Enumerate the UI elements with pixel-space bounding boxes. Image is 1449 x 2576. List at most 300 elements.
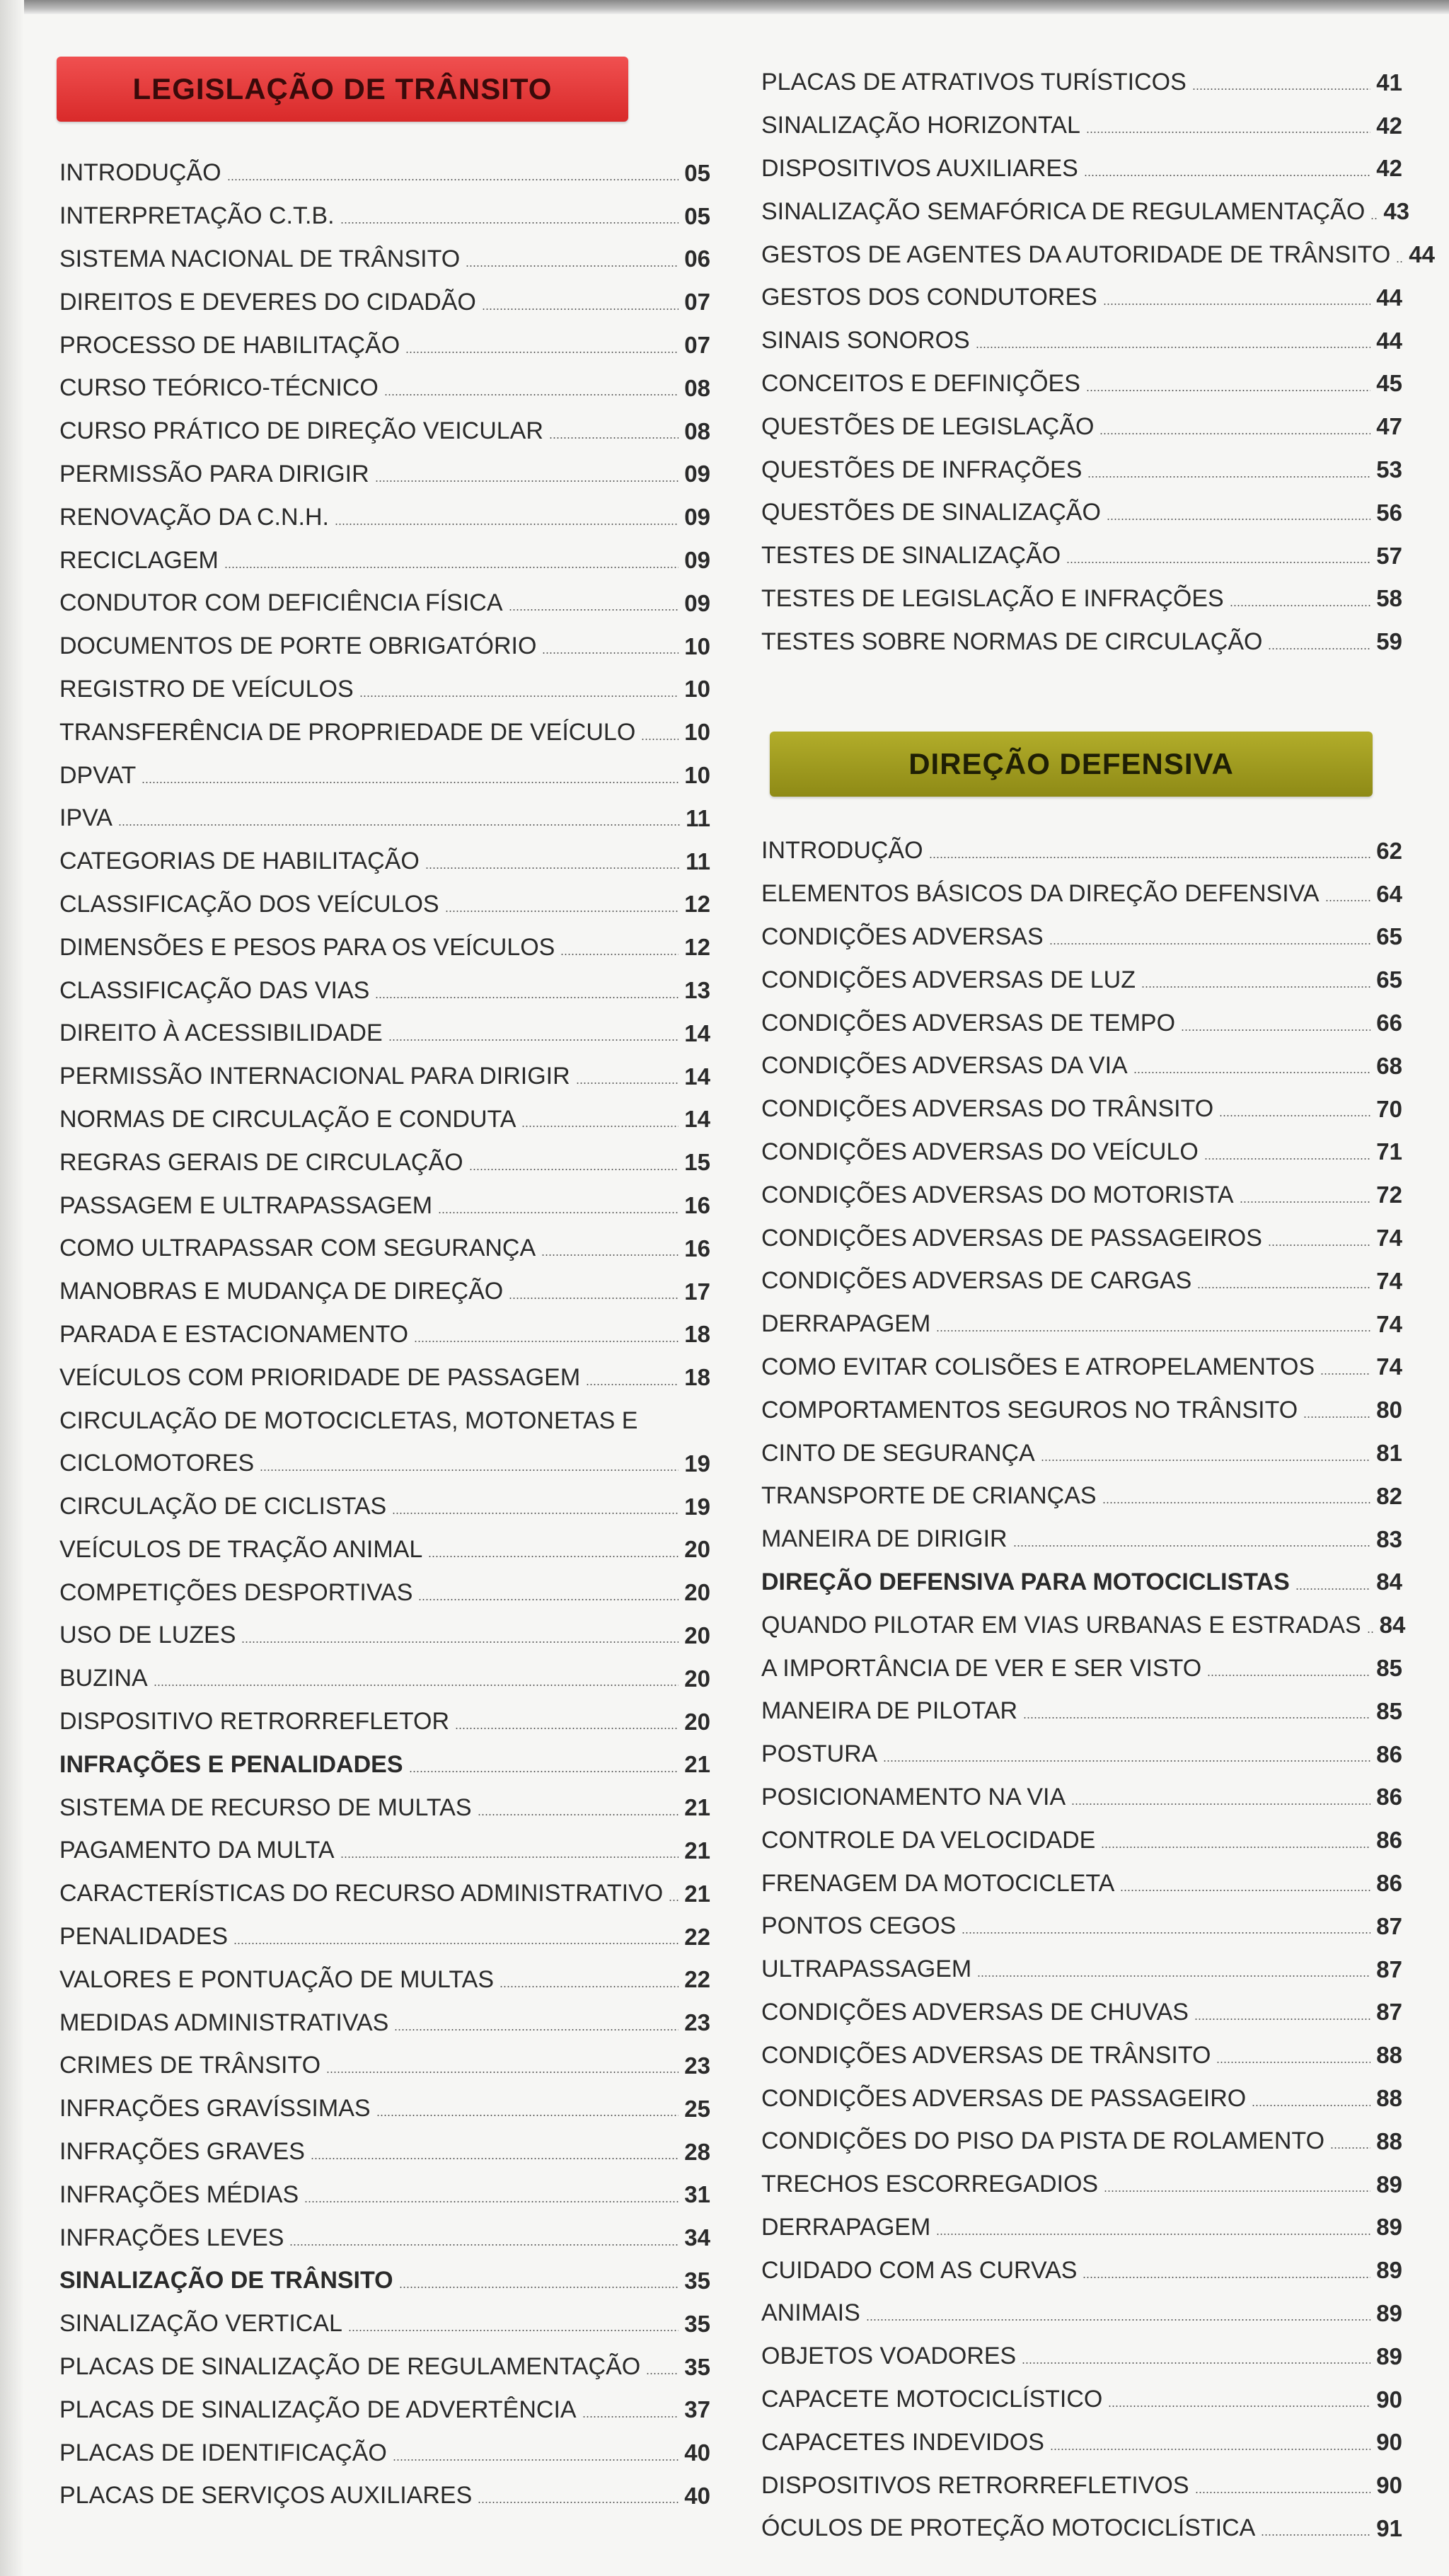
toc-entry-title: MEDIDAS ADMINISTRATIVAS (59, 2009, 389, 2036)
toc-entry (59, 2173, 710, 2216)
toc-entry-title: CIRCULAÇÃO DE MOTOCICLETAS, MOTONETAS E (59, 1407, 638, 1434)
dot-leader (976, 347, 1371, 348)
toc-entry-title: TESTES DE LEGISLAÇÃO E INFRAÇÕES (761, 584, 1224, 612)
toc-entry-page: 70 (1376, 1095, 1402, 1122)
toc-entry-title: TRECHOS ESCORREGADIOS (761, 2171, 1099, 2198)
toc-entry-title: DIMENSÕES E PESOS PARA OS VEÍCULOS (59, 933, 555, 961)
toc-entry-page: 05 (684, 159, 710, 186)
toc-entry-title: INTRODUÇÃO (761, 837, 923, 865)
toc-entry-title: PONTOS CEGOS (761, 1912, 957, 1940)
toc-entry (59, 151, 710, 195)
toc-entry-title: FRENAGEM DA MOTOCICLETA (761, 1869, 1115, 1897)
toc-entry-page: 11 (686, 848, 710, 874)
toc-direcao-defensiva (761, 829, 1406, 2550)
dot-leader (1261, 2534, 1370, 2536)
dot-leader (560, 954, 679, 955)
toc-entry-page: 10 (684, 719, 710, 746)
toc-entry (761, 1173, 1402, 1216)
dot-leader (1120, 1890, 1370, 1891)
toc-entry-title: DISPOSITIVO RETRORREFLETOR (59, 1708, 450, 1735)
toc-entry-page: 23 (684, 2052, 710, 2079)
toc-entry-page: 89 (1376, 2257, 1402, 2284)
dot-leader (929, 857, 1371, 858)
dot-leader (393, 2459, 679, 2461)
toc-entry (761, 2120, 1402, 2163)
toc-entry-page: 09 (684, 547, 710, 574)
toc-entry-title: SINALIZAÇÃO DE TRÂNSITO (59, 2267, 393, 2294)
toc-entry-title: INTERPRETAÇÃO C.T.B. (59, 202, 335, 230)
toc-entry-title: INFRAÇÕES MÉDIAS (59, 2181, 299, 2208)
toc-entry (761, 1431, 1402, 1474)
toc-entry-title: CRIMES DE TRÂNSITO (59, 2052, 321, 2079)
toc-entry-page: 91 (1376, 2514, 1402, 2541)
toc-entry-page: 87 (1376, 1999, 1402, 2026)
dot-leader (392, 1513, 679, 1514)
dot-leader (414, 1341, 679, 1342)
toc-entry (761, 405, 1402, 448)
dot-leader (1320, 1373, 1370, 1375)
toc-entry-page: 07 (684, 289, 710, 316)
toc-entry-page: 20 (684, 1579, 710, 1606)
toc-entry (59, 1958, 710, 2001)
toc-entry-page: 05 (684, 202, 710, 229)
toc-entry-page: 10 (684, 676, 710, 703)
toc-entry-title: CIRCULAÇÃO DE CICLISTAS (59, 1493, 387, 1520)
toc-entry (59, 797, 710, 840)
dot-leader (1101, 1847, 1370, 1848)
toc-entry-title: TRANSFERÊNCIA DE PROPRIEDADE DE VEÍCULO (59, 718, 636, 746)
dot-leader (1295, 1588, 1371, 1590)
dot-leader (586, 1384, 679, 1385)
dot-leader (1103, 304, 1370, 305)
toc-entry-title: PLACAS DE IDENTIFICAÇÃO (59, 2439, 387, 2466)
toc-entry (59, 1012, 710, 1055)
toc-entry-title: MANEIRA DE DIRIGIR (761, 1525, 1008, 1553)
toc-entry-title: BUZINA (59, 1665, 148, 1692)
toc-entry (59, 1485, 710, 1528)
toc-entry-title: VEÍCULOS DE TRAÇÃO ANIMAL (59, 1535, 423, 1563)
toc-entry (761, 1690, 1402, 1733)
toc-entry-title: CONDIÇÕES ADVERSAS DA VIA (761, 1052, 1128, 1080)
toc-entry-title: VALORES E PONTUAÇÃO DE MULTAS (59, 1965, 495, 1993)
toc-entry (59, 1227, 710, 1270)
toc-entry-title: INFRAÇÕES LEVES (59, 2224, 284, 2251)
toc-entry-title: DIREITOS E DEVERES DO CIDADÃO (59, 288, 476, 316)
toc-entry (761, 2378, 1402, 2421)
toc-entry (761, 2464, 1402, 2507)
toc-entry (761, 1518, 1402, 1561)
toc-entry-page: 09 (684, 504, 710, 531)
toc-entry (59, 2087, 710, 2130)
dot-leader (1396, 261, 1403, 262)
toc-entry-page: 88 (1376, 2085, 1402, 2111)
dot-leader (1066, 562, 1370, 563)
toc-entry-page: 89 (1376, 2299, 1402, 2326)
toc-entry (761, 362, 1402, 405)
dot-leader (576, 1082, 679, 1084)
toc-entry-page: 10 (684, 762, 710, 789)
toc-entry-page: 68 (1376, 1052, 1402, 1079)
toc-entry-title: CAPACETE MOTOCICLÍSTICO (761, 2386, 1103, 2413)
toc-entry (59, 410, 710, 453)
toc-entry-page: 21 (684, 1794, 710, 1821)
dot-leader (375, 480, 679, 482)
toc-entry-title: CURSO TEÓRICO-TÉCNICO (59, 374, 379, 402)
dot-leader (478, 2502, 679, 2503)
toc-entry-title: TESTES DE SINALIZAÇÃO (761, 542, 1061, 570)
toc-entry (761, 276, 1402, 319)
dot-leader (326, 2072, 679, 2073)
toc-entry-title: TESTES SOBRE NORMAS DE CIRCULAÇÃO (761, 628, 1263, 655)
dot-leader (384, 394, 679, 395)
toc-entry (761, 2248, 1402, 2292)
toc-entry-title: PENALIDADES (59, 1923, 229, 1951)
toc-entry (761, 190, 1410, 233)
toc-entry-page: 08 (684, 374, 710, 401)
toc-entry-page: 85 (1376, 1697, 1402, 1724)
toc-entry-page: 82 (1376, 1482, 1402, 1509)
toc-entry-page: 86 (1376, 1827, 1402, 1854)
toc-entry (59, 1270, 710, 1313)
toc-entry-title: INFRAÇÕES E PENALIDADES (59, 1750, 403, 1778)
toc-entry-title: PLACAS DE SERVIÇOS AUXILIARES (59, 2482, 473, 2509)
toc-entry-page: 10 (684, 633, 710, 659)
toc-entry-page: 88 (1376, 2042, 1402, 2069)
dot-leader (1086, 132, 1370, 133)
toc-entry-title: DIREÇÃO DEFENSIVA PARA MOTOCICLISTAS (761, 1568, 1290, 1595)
toc-entry (761, 916, 1402, 959)
toc-entry (761, 61, 1402, 104)
toc-entry-page: 22 (684, 1923, 710, 1950)
toc-entry (761, 1346, 1402, 1389)
toc-entry-title: CUIDADO COM AS CURVAS (761, 2256, 1078, 2284)
toc-entry (761, 1474, 1402, 1518)
toc-entry-page: 84 (1379, 1612, 1406, 1639)
dot-leader (1192, 88, 1370, 90)
toc-entry-page: 74 (1376, 1353, 1402, 1380)
toc-entry-page: 89 (1376, 2171, 1402, 2197)
toc-entry-page: 43 (1383, 198, 1410, 225)
toc-entry-page: 80 (1376, 1397, 1402, 1423)
toc-entry-page: 34 (684, 2224, 710, 2251)
dot-leader (866, 2319, 1370, 2321)
toc-entry-page: 47 (1376, 413, 1402, 440)
section-header-legislacao: LEGISLAÇÃO DE TRÂNSITO (57, 57, 628, 122)
toc-entry (761, 319, 1402, 362)
toc-entry-page: 42 (1376, 155, 1402, 182)
dot-leader (1268, 648, 1370, 649)
toc-legislacao (59, 151, 710, 2517)
toc-entry (761, 1303, 1402, 1346)
toc-entry (761, 1733, 1402, 1776)
toc-entry-title: QUESTÕES DE LEGISLAÇÃO (761, 412, 1095, 440)
toc-entry-page: 58 (1376, 585, 1402, 612)
toc-entry-page: 86 (1376, 1870, 1402, 1897)
toc-entry-title: INFRAÇÕES GRAVES (59, 2138, 305, 2166)
toc-entry-page: 44 (1376, 284, 1402, 311)
dot-leader (1086, 390, 1370, 391)
toc-entry (59, 2302, 710, 2345)
toc-entry (59, 969, 710, 1012)
toc-entry-title: CONDIÇÕES ADVERSAS DE TRÂNSITO (761, 2041, 1211, 2069)
dot-leader (399, 2287, 679, 2288)
dot-leader (227, 179, 679, 180)
dot-leader (311, 2158, 679, 2159)
toc-entry-page: 88 (1376, 2127, 1402, 2154)
toc-entry-title: CICLOMOTORES (59, 1450, 255, 1477)
toc-entry (761, 491, 1402, 534)
dot-leader (1240, 1201, 1371, 1203)
toc-entry (761, 1087, 1402, 1131)
toc-entry-page: 74 (1376, 1267, 1402, 1294)
toc-entry-title: SINALIZAÇÃO SEMAFÓRICA DE REGULAMENTAÇÃO (761, 197, 1366, 225)
toc-entry (59, 668, 710, 711)
toc-entry-page: 35 (684, 2353, 710, 2380)
dot-leader (1252, 2105, 1370, 2106)
toc-entry-page: 66 (1376, 1010, 1402, 1036)
toc-entry-page: 12 (684, 934, 710, 961)
toc-entry (761, 2206, 1402, 2249)
dot-leader (428, 1556, 679, 1557)
toc-entry (761, 1259, 1402, 1303)
toc-entry-title: OBJETOS VOADORES (761, 2343, 1017, 2370)
dot-leader (1303, 1416, 1370, 1418)
toc-entry (761, 1001, 1402, 1044)
toc-entry-page: 86 (1376, 1784, 1402, 1810)
toc-entry-page: 62 (1376, 837, 1402, 864)
dot-leader (883, 1760, 1370, 1762)
dot-leader (1102, 1502, 1371, 1503)
dot-leader (466, 265, 679, 267)
dot-leader (1108, 2405, 1370, 2407)
toc-entry-title: MANEIRA DE PILOTAR (761, 1697, 1018, 1725)
dot-leader (1084, 175, 1370, 176)
toc-entry-page: 14 (684, 1106, 710, 1133)
toc-entry-title: PLACAS DE SINALIZAÇÃO DE REGULAMENTAÇÃO (59, 2353, 641, 2381)
toc-entry (761, 620, 1402, 663)
toc-entry-title: DIREITO À ACESSIBILIDADE (59, 1020, 383, 1047)
dot-leader (1050, 2449, 1370, 2450)
toc-entry (59, 582, 710, 625)
toc-entry (761, 2507, 1402, 2550)
toc-entry-title: PAGAMENTO DA MULTA (59, 1837, 335, 1864)
toc-entry-page: 87 (1376, 1956, 1402, 1982)
toc-entry-title: ANIMAIS (761, 2299, 860, 2327)
toc-entry-title: CONCEITOS E DEFINIÇÕES (761, 369, 1080, 397)
toc-entry (761, 2077, 1402, 2120)
dot-leader (241, 1641, 679, 1643)
toc-entry-title: CLASSIFICAÇÃO DAS VIAS (59, 976, 370, 1004)
toc-entry-page: 40 (684, 2482, 710, 2509)
toc-entry (761, 1131, 1402, 1174)
toc-entry (761, 1216, 1402, 1259)
dot-leader (233, 1943, 679, 1944)
toc-entry (59, 1829, 710, 1872)
toc-entry-title: DERRAPAGEM (761, 1310, 931, 1338)
toc-entry-title: A IMPORTÂNCIA DE VER E SER VISTO (761, 1654, 1202, 1682)
toc-entry (59, 1872, 710, 1915)
toc-entry-page: 64 (1376, 880, 1402, 907)
toc-entry (59, 1571, 710, 1614)
toc-entry-title: CONDIÇÕES ADVERSAS (761, 923, 1044, 950)
toc-entry (761, 1603, 1406, 1646)
toc-entry-page: 16 (684, 1192, 710, 1219)
dot-leader (1194, 2018, 1370, 2020)
toc-entry-page: 40 (684, 2439, 710, 2466)
dot-leader (1197, 1287, 1370, 1288)
toc-entry-page: 57 (1376, 542, 1402, 569)
dot-leader (1207, 1675, 1370, 1676)
toc-entry-page: 20 (684, 1708, 710, 1735)
toc-entry-page: 20 (684, 1536, 710, 1563)
toc-entry-page: 90 (1376, 2429, 1402, 2456)
toc-entry (59, 1442, 710, 1485)
toc-entry-title: CONDIÇÕES DO PISO DA PISTA DE ROLAMENTO (761, 2127, 1325, 2155)
toc-entry (761, 577, 1402, 620)
toc-entry-page: 12 (684, 891, 710, 918)
toc-entry-page: 74 (1376, 1225, 1402, 1252)
toc-entry (59, 1184, 710, 1227)
toc-entry (59, 753, 710, 797)
dot-leader (1087, 476, 1370, 478)
dot-leader (425, 867, 680, 869)
toc-entry (761, 2335, 1402, 2378)
toc-entry-title: ELEMENTOS BÁSICOS DA DIREÇÃO DEFENSIVA (761, 880, 1320, 908)
dot-leader (1133, 1072, 1371, 1073)
toc-entry-page: 37 (684, 2396, 710, 2423)
toc-entry-title: REGRAS GERAIS DE CIRCULAÇÃO (59, 1148, 463, 1176)
dot-leader (669, 1900, 679, 1901)
toc-entry-title: NORMAS DE CIRCULAÇÃO E CONDUTA (59, 1105, 516, 1133)
dot-leader (1049, 943, 1371, 945)
toc-entry-page: 45 (1376, 370, 1402, 397)
dot-leader (500, 1986, 679, 1987)
dot-leader (340, 1856, 679, 1858)
toc-entry-page: 87 (1376, 1912, 1402, 1939)
toc-entry-page: 25 (684, 2095, 710, 2122)
dot-leader (1204, 1158, 1370, 1160)
dot-leader (541, 1254, 679, 1256)
toc-entry-title: CONDIÇÕES ADVERSAS DE PASSAGEIROS (761, 1224, 1262, 1252)
toc-entry-title: CONTROLE DA VELOCIDADE (761, 1826, 1096, 1854)
toc-entry (59, 1743, 710, 1786)
toc-entry-title: COMO ULTRAPASSAR COM SEGURANÇA (59, 1235, 536, 1262)
toc-entry (59, 1356, 710, 1399)
page-left-shadow (0, 0, 24, 2576)
toc-entry (59, 2431, 710, 2474)
dot-leader (445, 911, 679, 912)
toc-entry (59, 538, 710, 582)
toc-entry (59, 2388, 710, 2431)
toc-entry (761, 448, 1402, 491)
toc-entry (59, 1399, 710, 1442)
toc-entry-title: INTRODUÇÃO (59, 159, 221, 187)
toc-entry-page: 28 (684, 2138, 710, 2165)
toc-entry (761, 872, 1402, 916)
toc-entry-title: DERRAPAGEM (761, 2213, 931, 2241)
dot-leader (521, 1126, 679, 1127)
toc-entry-title: CARACTERÍSTICAS DO RECURSO ADMINISTRATIVO (59, 1880, 664, 1907)
dot-leader (549, 437, 679, 439)
toc-entry-title: QUESTÕES DE SINALIZAÇÃO (761, 499, 1101, 526)
dot-leader (1230, 605, 1371, 606)
toc-entry (59, 195, 710, 238)
toc-entry-title: CONDIÇÕES ADVERSAS DO MOTORISTA (761, 1181, 1234, 1208)
toc-entry (59, 238, 710, 281)
toc-entry-page: 85 (1376, 1655, 1402, 1682)
toc-entry (59, 366, 710, 410)
dot-leader (1023, 1717, 1370, 1719)
toc-entry-title: CLASSIFICAÇÃO DOS VEÍCULOS (59, 890, 439, 918)
toc-entry-title: CONDIÇÕES ADVERSAS DE CHUVAS (761, 1998, 1189, 2026)
toc-entry-page: 21 (684, 1837, 710, 1864)
dot-leader (1325, 900, 1371, 901)
toc-entry-page: 22 (684, 1966, 710, 1993)
toc-entry-page: 53 (1376, 456, 1402, 483)
toc-entry (761, 829, 1402, 872)
toc-entry (59, 2474, 710, 2517)
toc-entry-title: PLACAS DE ATRATIVOS TURÍSTICOS (761, 69, 1187, 96)
toc-entry-title: CAPACETES INDEVIDOS (761, 2428, 1044, 2456)
toc-entry (761, 1861, 1402, 1905)
toc-entry-title: CONDUTOR COM DEFICIÊNCIA FÍSICA (59, 589, 503, 617)
toc-entry (761, 2163, 1402, 2206)
toc-entry (59, 1657, 710, 1700)
toc-entry (761, 958, 1402, 1001)
toc-entry-page: 90 (1376, 2386, 1402, 2413)
dot-leader (509, 1298, 679, 1299)
toc-entry (59, 1055, 710, 1098)
toc-entry (761, 1991, 1402, 2034)
toc-entry (761, 1388, 1402, 1431)
toc-entry-page: 23 (684, 2009, 710, 2036)
toc-entry-page: 44 (1409, 241, 1435, 268)
dot-leader (1330, 2147, 1370, 2149)
toc-entry-title: PASSAGEM E ULTRAPASSAGEM (59, 1191, 433, 1219)
toc-entry-page: 41 (1376, 69, 1402, 96)
toc-entry-title: QUESTÕES DE INFRAÇÕES (761, 456, 1083, 483)
toc-entry-page: 18 (684, 1364, 710, 1391)
toc-entry (59, 1098, 710, 1141)
toc-entry (59, 2259, 710, 2302)
toc-entry-page: 44 (1376, 327, 1402, 354)
page-top-edge (0, 0, 1449, 14)
toc-entry (761, 2420, 1402, 2464)
dot-leader (348, 2330, 679, 2331)
toc-entry-page: 35 (684, 2310, 710, 2337)
toc-entry-page: 13 (684, 977, 710, 1004)
toc-entry-page: 18 (684, 1321, 710, 1348)
toc-entry-title: PLACAS DE SINALIZAÇÃO DE ADVERTÊNCIA (59, 2396, 577, 2423)
toc-entry-page: 19 (684, 1450, 710, 1477)
toc-entry-title: DOCUMENTOS DE PORTE OBRIGATÓRIO (59, 633, 537, 660)
toc-entry-page: 09 (684, 589, 710, 616)
toc-entry (59, 625, 710, 668)
toc-entry-page: 08 (684, 417, 710, 444)
toc-entry (761, 1646, 1402, 1690)
toc-entry-title: ULTRAPASSAGEM (761, 1956, 972, 1983)
toc-entry-page: 21 (684, 1751, 710, 1778)
toc-entry (59, 453, 710, 496)
toc-entry-page: 71 (1376, 1138, 1402, 1165)
dot-leader (1099, 433, 1370, 434)
toc-entry (59, 1700, 710, 1743)
dot-leader (1195, 2492, 1371, 2493)
toc-entry-title: CONDIÇÕES ADVERSAS DE LUZ (761, 966, 1136, 993)
toc-entry (59, 1528, 710, 1571)
toc-entry (761, 1818, 1402, 1861)
toc-entry (59, 1786, 710, 1829)
